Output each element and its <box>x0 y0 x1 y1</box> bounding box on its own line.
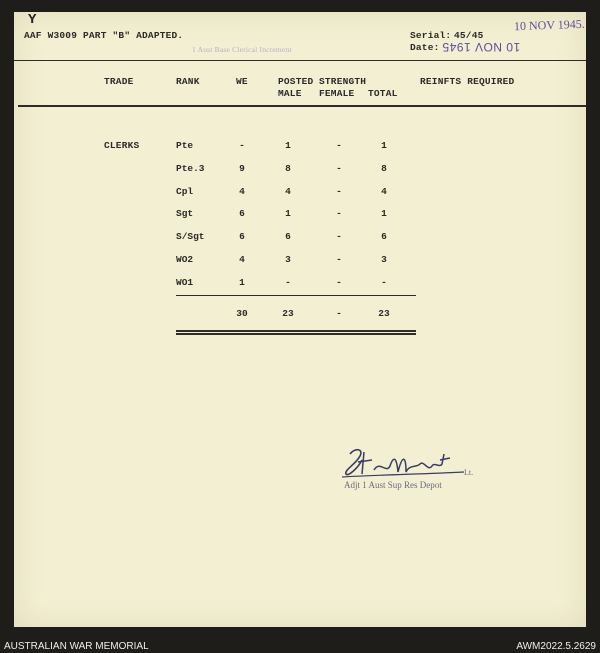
total-female: - <box>336 308 342 319</box>
col-female: FEMALE <box>319 88 355 99</box>
document-page <box>14 12 586 627</box>
row-1-we: - <box>239 140 245 151</box>
row-7-female: - <box>336 276 342 288</box>
signature-suffix: Lt. <box>464 468 474 477</box>
row-3-we: 4 <box>239 185 245 197</box>
row-2-total: 8 <box>381 162 387 174</box>
col-trade: TRADE <box>104 76 134 87</box>
total-we: 30 <box>236 308 248 319</box>
row-3-male: 4 <box>285 185 291 197</box>
row-7-rank: WO1 <box>176 276 194 288</box>
row-4-female: - <box>336 208 342 220</box>
form-title: AAF W3009 PART "B" ADAPTED. <box>24 30 184 41</box>
row-1-male: 1 <box>285 140 291 151</box>
row-7-we: 1 <box>239 276 245 288</box>
row-7-total: - <box>381 276 387 288</box>
row-3-rank: Cpl <box>176 185 194 197</box>
date-handwritten: 10 NOV 1945. <box>513 16 585 34</box>
row-1-total: 1 <box>381 140 387 151</box>
row-3-total: 4 <box>381 185 387 197</box>
row-6-we: 4 <box>239 254 245 265</box>
total-rule-2 <box>176 333 416 335</box>
sum-rule <box>176 295 416 296</box>
col-reinfts: REINFTS REQUIRED <box>420 76 515 87</box>
total-rule-1 <box>176 330 416 332</box>
row-1-female: - <box>336 140 342 151</box>
col-strength: STRENGTH <box>319 76 367 87</box>
archive-caption: AUSTRALIAN WAR MEMORIAL <box>4 641 149 652</box>
col-we: WE <box>236 76 248 87</box>
archive-reference: AWM2022.5.2629 <box>516 641 596 652</box>
top-rule <box>14 60 586 61</box>
row-5-rank: S/Sgt <box>176 231 205 243</box>
total-male: 23 <box>282 308 294 319</box>
row-6-female: - <box>336 254 342 265</box>
serial-value: 45/45 <box>454 30 484 41</box>
row-6-male: 3 <box>285 254 291 265</box>
signatory-title: Adjt 1 Aust Sup Res Depot <box>344 480 442 490</box>
row-6-total: 3 <box>381 254 387 265</box>
serial-label: Serial: <box>410 30 452 41</box>
row-7-male: - <box>285 276 291 288</box>
row-4-male: 1 <box>285 208 291 220</box>
row-1-rank: Pte <box>176 140 194 151</box>
row-5-male: 6 <box>285 231 291 243</box>
corner-mark: Y <box>28 12 37 28</box>
header-rule <box>18 105 586 107</box>
row-4-total: 1 <box>381 208 387 220</box>
date-stamp: 10 NOV 1945 <box>442 40 521 54</box>
row-4-we: 6 <box>239 208 245 220</box>
row-5-total: 6 <box>381 231 387 243</box>
col-rank: RANK <box>176 76 200 87</box>
date-label: Date: <box>410 42 440 53</box>
row-2-male: 8 <box>285 162 291 174</box>
row-5-female: - <box>336 231 342 243</box>
row-3-female: - <box>336 185 342 197</box>
row-5-we: 6 <box>239 231 245 243</box>
row-2-female: - <box>336 162 342 174</box>
trade-label: CLERKS <box>104 140 140 151</box>
total-total: 23 <box>378 308 390 319</box>
row-6-rank: WO2 <box>176 254 194 265</box>
row-2-we: 9 <box>239 162 245 174</box>
row-2-rank: Pte.3 <box>176 162 205 174</box>
col-total: TOTAL <box>368 88 398 99</box>
col-posted: POSTED <box>278 76 314 87</box>
col-male: MALE <box>278 88 302 99</box>
unit-name-faint: 1 Aust Base Clerical Increment <box>192 45 292 54</box>
row-4-rank: Sgt <box>176 208 194 220</box>
